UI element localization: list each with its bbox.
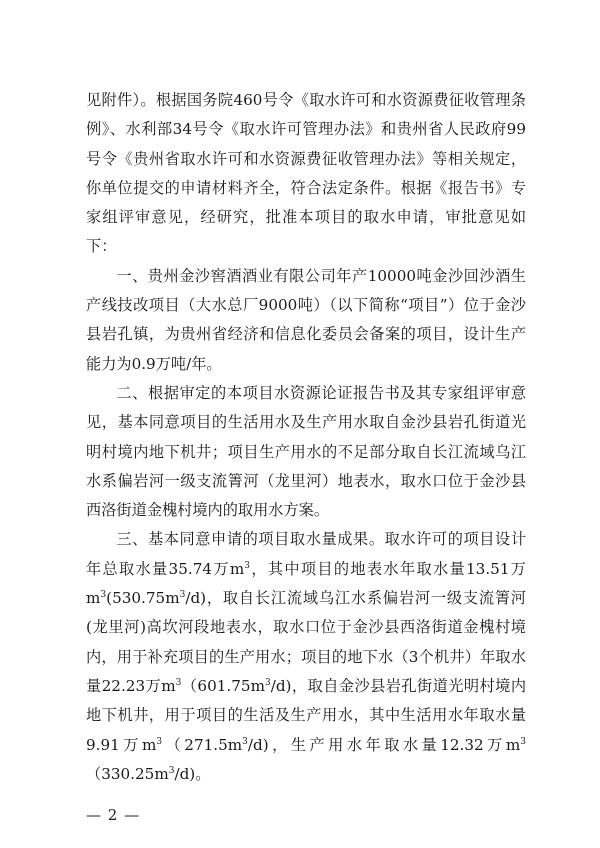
item-3-text-d: /d)，取自长江流域乌江水系偏岩河一级支流箐河(龙里河)高坎河段地表水，取水口位于金沙县西洛街道金槐村境内，用于补充项目的生产用水；项目的地下水（3个机井）年取水量22.23万m: [86, 589, 526, 695]
superscript: 3: [244, 560, 251, 571]
item-3-text-e: （601.75m: [181, 676, 265, 695]
item-3-text-a: 三、基本同意申请的项目取水量成果。取水许可的项目设计年总取水量35.74万m: [86, 530, 526, 578]
paragraph-item-2: 二、根据审定的本项目水资源论证报告书及其专家组评审意见，基本同意项目的生活用水及生产用水取自金沙县岩孔街道光明村境内地下机井；项目生产用水的不足部分取自长江流域乌江水系偏岩河一级支流箐河（龙里河）地表水，取水口位于金沙县西洛街道金槐村境内的取用水方案。: [86, 383, 526, 520]
paragraph-intro-continuation: 见附件）。根据国务院460号令《取水许可和水资源费征收管理条例》、水利部34号令《取水许可管理办法》和贵州省人民政府99号令《贵州省取水许可和水资源费征收管理办法》等相关规定，你单位提交的申请材料齐全，符合法定条件。根据《报告书》专家组评审意见，经研究，批准本项目的取水申请，审批意见如下：: [86, 91, 526, 256]
paragraph-item-3: [86, 525, 526, 789]
item-3-text-b: ，其中项目的地表水年取水量13.51万m: [86, 559, 526, 608]
body-text: [86, 86, 526, 789]
superscript: 3: [156, 736, 163, 747]
superscript: 3: [168, 765, 175, 776]
paragraph-item-1: 一、贵州金沙窖酒酒业有限公司年产10000吨金沙回沙酒生产线技改项目（大水总厂9000吨）（以下简称“项目”）位于金沙县岩孔镇，为贵州省经济和信息化委员会备案的项目，设计生产能力为0.9万吨/年。: [86, 266, 526, 373]
item-3-text-j: /d)。: [174, 764, 211, 783]
page-number: — 2 —: [86, 806, 141, 824]
item-3-text-i: （330.25m: [86, 764, 169, 783]
superscript: 3: [179, 589, 186, 600]
item-3-text-f: /d)，取自金沙县岩孔街道光明村境内地下机井，用于项目的生活及生产用水，其中生活用水年取水量9.91万m: [86, 676, 527, 754]
item-3-text-g: （271.5m: [162, 735, 243, 754]
superscript: 3: [520, 736, 526, 747]
item-3-text-c: (530.75m: [106, 589, 180, 608]
superscript: 3: [264, 677, 271, 688]
superscript: 3: [100, 589, 107, 600]
superscript: 3: [242, 736, 248, 747]
superscript: 3: [175, 677, 182, 688]
item-3-text-h: /d)，生产用水年取水量12.32万m: [247, 735, 521, 754]
